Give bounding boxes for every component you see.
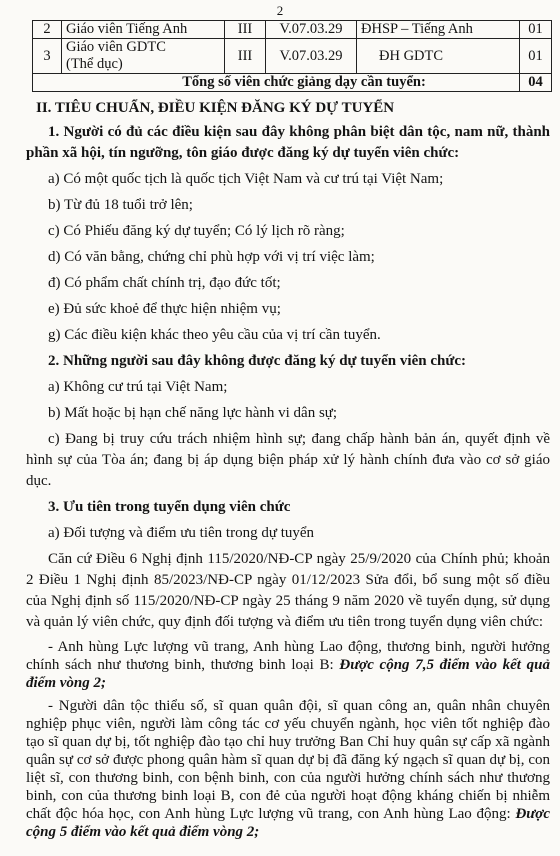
list-item: e) Đủ sức khoẻ để thực hiện nhiệm vụ;	[48, 301, 281, 317]
position-rank: III	[225, 39, 266, 74]
total-value: 04	[520, 74, 552, 92]
position-code: V.07.03.29	[266, 39, 357, 74]
page-number: 2	[276, 3, 284, 18]
document-body	[26, 98, 550, 841]
section-title: II. TIÊU CHUẨN, ĐIỀU KIỆN ĐĂNG KÝ DỰ TUYỂN	[36, 100, 395, 116]
priority-text: - Người dân tộc thiểu số, sĩ quan quân đội, sĩ quan công an, quân nhân chuyên nghiệp phục viên, người làm công tác cơ yếu chuyển ngành, học viên tốt nghiệp đào tạo sĩ quan dự bị, tốt nghiệp đào tạo chỉ huy trưởng Ban Chỉ huy quân sự cấp xã ngành quân sự cơ sở được phong quân hàm sĩ quan dự bị đã đăng ký ngạch sĩ quan dự bị, con liệt sĩ, con thương binh, con bệnh binh, con của người hưởng chính sách như thương binh, con của thương binh loại B, con đẻ của người hoạt động kháng chiến bị nhiễm chất độc hóa học, con Anh hùng Lực lượng vũ trang, con Anh hùng Lao động:	[26, 698, 550, 822]
table-row	[33, 39, 552, 74]
row-number: 3	[33, 39, 62, 74]
list-item: đ) Có phẩm chất chính trị, đạo đức tốt;	[48, 275, 281, 291]
list-item: c) Đang bị truy cứu trách nhiệm hình sự; đang chấp hành bản án, quyết định về hình sự của Tòa án; đang bị áp dụng biện pháp xử lý hành chính đưa vào cơ sở giáo dục.	[26, 431, 550, 489]
list-item: d) Có văn bằng, chứng chỉ phù hợp với vị trí việc làm;	[48, 249, 375, 265]
subsection-1-title: 1. Người có đủ các điều kiện sau đây không phân biệt dân tộc, nam nữ, thành phần xã hội, tín ngưỡng, tôn giáo được đăng ký dự tuyển viên chức:	[26, 124, 550, 161]
total-label: Tổng số viên chức giảng dạy cần tuyển:	[33, 74, 520, 92]
subsection-3a: a) Đối tượng và điểm ưu tiên trong dự tuyển	[48, 525, 315, 541]
paragraph: Căn cứ Điều 6 Nghị định 115/2020/NĐ-CP ngày 25/9/2020 của Chính phủ; khoản 2 Điều 1 Nghị định 85/2023/NĐ-CP ngày 01/12/2023 Sửa đổi, bổ sung một số điều của Nghị định số 115/2020/NĐ-CP ngày 25 tháng 9 năm 2020 về tuyển dụng, sử dụng và quản lý viên chức, quy định đối tượng và điểm ưu tiên trong tuyển dụng viên chức:	[26, 551, 550, 630]
priority-text: - Anh hùng Lực lượng vũ trang, Anh hùng Lao động, thương binh, người hưởng chính sách như thương binh, thương binh loại B:	[26, 639, 550, 673]
position-name-line2: (Thể dục)	[66, 56, 123, 72]
priority-item-2	[26, 697, 550, 841]
position-name: Giáo viên Tiếng Anh	[62, 21, 225, 39]
total-row	[33, 74, 552, 92]
positions-table	[32, 20, 552, 92]
list-item: b) Mất hoặc bị hạn chế năng lực hành vi dân sự;	[48, 405, 338, 421]
list-item: a) Có một quốc tịch là quốc tịch Việt Nam và cư trú tại Việt Nam;	[48, 171, 444, 187]
position-code: V.07.03.29	[266, 21, 357, 39]
list-item: c) Có Phiếu đăng ký dự tuyển; Có lý lịch rõ ràng;	[48, 223, 345, 239]
position-degree: ĐHSP – Tiếng Anh	[357, 21, 520, 39]
table-row	[33, 21, 552, 39]
position-degree: ĐH GDTC	[357, 39, 520, 74]
list-item: g) Các điều kiện khác theo yêu cầu của vị trí cần tuyển.	[48, 327, 381, 343]
priority-item-1	[26, 638, 550, 692]
subsection-2-title: 2. Những người sau đây không được đăng ký dự tuyển viên chức:	[48, 353, 466, 369]
position-quantity: 01	[520, 39, 552, 74]
position-name-line1: Giáo viên GDTC	[66, 39, 166, 55]
priority-points: Được cộng 5 điểm vào kết quả điểm vòng 2;	[26, 806, 550, 840]
list-item: a) Không cư trú tại Việt Nam;	[48, 379, 228, 395]
row-number: 2	[33, 21, 62, 39]
position-rank: III	[225, 21, 266, 39]
position-quantity: 01	[520, 21, 552, 39]
position-name	[62, 39, 225, 74]
priority-points: Được cộng 7,5 điểm vào kết quả điểm vòng 2;	[26, 657, 550, 691]
list-item: b) Từ đủ 18 tuổi trở lên;	[48, 197, 193, 213]
subsection-3-title: 3. Ưu tiên trong tuyển dụng viên chức	[48, 499, 291, 515]
